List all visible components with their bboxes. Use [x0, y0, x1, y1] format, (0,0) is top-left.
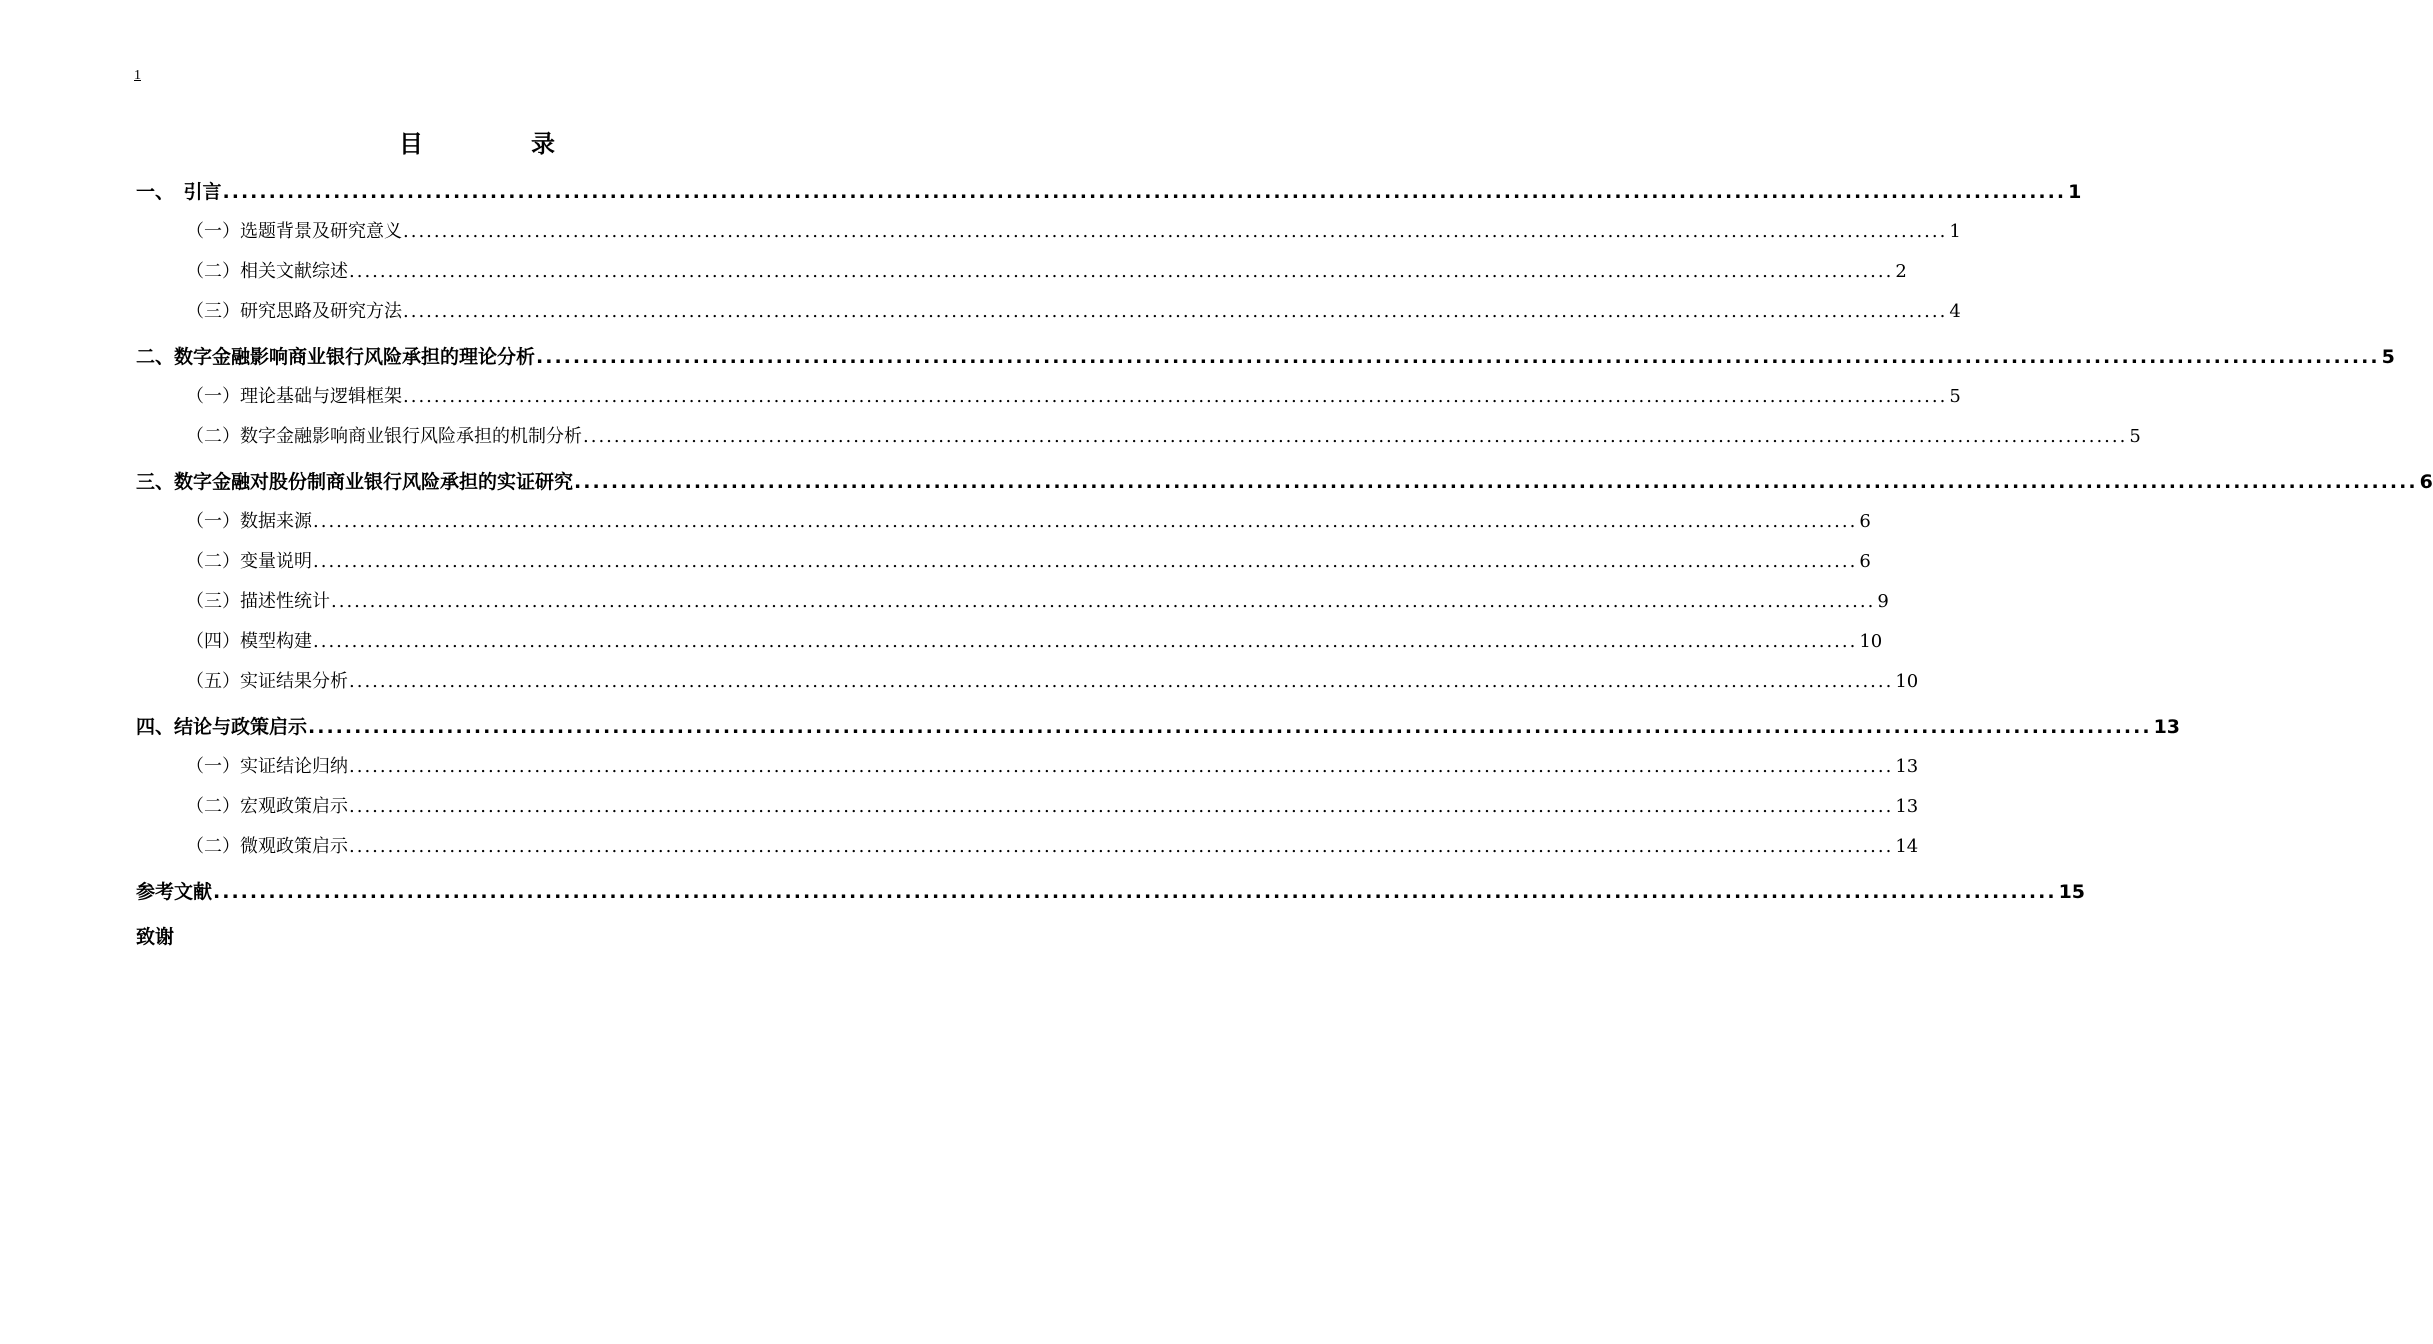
toc-entry-label: （二）数字金融影响商业银行风险承担的机制分析: [186, 426, 582, 447]
toc-leader-dots: ........................................................................................................................................................................................................: [213, 881, 2057, 903]
toc-title: 目 录: [399, 130, 597, 158]
toc-leader-dots: ........................................................................................................................................................................................................: [349, 836, 1894, 857]
toc-entry-label: 参考文献: [136, 881, 213, 903]
toc-page-number: 5: [2381, 346, 2395, 368]
toc-entry-label: 三、数字金融对股份制商业银行风险承担的实证研究: [136, 471, 574, 493]
toc-entry-label: 一、 引言: [136, 181, 222, 203]
toc-leader-dots: ........................................................................................................................................................................................................: [403, 301, 1948, 322]
toc-entry-label: （五）实证结果分析: [186, 671, 348, 692]
toc-entry-label: （二）宏观政策启示: [186, 796, 348, 817]
toc-section-entry[interactable]: [136, 747, 1919, 787]
toc-leader-dots: ........................................................................................................................................................................................................: [313, 631, 1858, 652]
toc-section-entry[interactable]: [136, 622, 1883, 662]
toc-leader-dots: ........................................................................................................................................................................................................: [574, 471, 2418, 493]
toc-entry-label: （三）研究思路及研究方法: [186, 301, 402, 322]
toc-leader-dots: ........................................................................................................................................................................................................: [403, 386, 1948, 407]
toc-chapter-entry[interactable]: [136, 172, 2082, 212]
toc-page-number: 4: [1949, 301, 1961, 322]
toc-page-number: 6: [1859, 551, 1871, 572]
toc-page-number: 1: [2068, 181, 2082, 203]
toc-acknowledgements-entry[interactable]: 致谢: [136, 926, 175, 948]
toc-page-number: 9: [1877, 591, 1889, 612]
toc-page-number: 1: [1949, 221, 1961, 242]
toc-chapter-entry[interactable]: [136, 707, 2181, 747]
toc-page-number: 6: [2419, 471, 2433, 493]
toc-chapter-entry[interactable]: [136, 337, 2395, 377]
toc-section-entry[interactable]: [136, 502, 1871, 542]
toc-page-number: 13: [1895, 756, 1919, 777]
toc-section-entry[interactable]: [136, 292, 1961, 332]
toc-section-entry[interactable]: [136, 787, 1919, 827]
toc-page-number: 10: [1895, 671, 1919, 692]
toc-page-number: 6: [1859, 511, 1871, 532]
toc-page-number: 15: [2058, 881, 2086, 903]
toc-leader-dots: ........................................................................................................................................................................................................: [349, 796, 1894, 817]
toc-page-number: 13: [2153, 716, 2181, 738]
page-number: 1: [134, 68, 141, 83]
toc-leader-dots: ........................................................................................................................................................................................................: [349, 756, 1894, 777]
toc-leader-dots: ........................................................................................................................................................................................................: [222, 181, 2067, 203]
toc-entry-label: （三）描述性统计: [186, 591, 330, 612]
toc-chapter-entry[interactable]: [136, 872, 2086, 912]
toc-leader-dots: ........................................................................................................................................................................................................: [313, 511, 1858, 532]
toc-section-entry[interactable]: [136, 827, 1919, 867]
toc-section-entry[interactable]: [136, 662, 1919, 702]
toc-page-number: 13: [1895, 796, 1919, 817]
toc-section-entry[interactable]: [136, 252, 1907, 292]
toc-entry-label: （二）变量说明: [186, 551, 312, 572]
table-of-contents: [136, 172, 2433, 957]
toc-leader-dots: ........................................................................................................................................................................................................: [536, 346, 2380, 368]
toc-entry-label: （二）微观政策启示: [186, 836, 348, 857]
toc-page-number: 10: [1859, 631, 1883, 652]
toc-leader-dots: ........................................................................................................................................................................................................: [583, 426, 2128, 447]
toc-leader-dots: ........................................................................................................................................................................................................: [349, 671, 1894, 692]
toc-page-number: 2: [1895, 261, 1907, 282]
toc-section-entry[interactable]: [136, 542, 1871, 582]
toc-entry-label: 二、数字金融影响商业银行风险承担的理论分析: [136, 346, 536, 368]
toc-leader-dots: ........................................................................................................................................................................................................: [403, 221, 1948, 242]
toc-leader-dots: ........................................................................................................................................................................................................: [331, 591, 1876, 612]
toc-entry-label: （二）相关文献综述: [186, 261, 348, 282]
toc-section-entry[interactable]: [136, 212, 1961, 252]
toc-section-entry[interactable]: [136, 377, 1961, 417]
toc-entry-label: 四、结论与政策启示: [136, 716, 308, 738]
toc-page-number: 5: [1949, 386, 1961, 407]
toc-entry-label: （一）实证结论归纳: [186, 756, 348, 777]
toc-leader-dots: ........................................................................................................................................................................................................: [308, 716, 2152, 738]
toc-chapter-entry[interactable]: [136, 462, 2433, 502]
toc-entry-label: （四）模型构建: [186, 631, 312, 652]
toc-entry-label: （一）选题背景及研究意义: [186, 221, 402, 242]
toc-page-number: 5: [2129, 426, 2141, 447]
toc-section-entry[interactable]: [136, 582, 1889, 622]
toc-entry-label: （一）数据来源: [186, 511, 312, 532]
toc-page-number: 14: [1895, 836, 1919, 857]
toc-entry-label: （一）理论基础与逻辑框架: [186, 386, 402, 407]
toc-leader-dots: ........................................................................................................................................................................................................: [313, 551, 1858, 572]
toc-leader-dots: ........................................................................................................................................................................................................: [349, 261, 1894, 282]
toc-section-entry[interactable]: [136, 417, 2141, 457]
